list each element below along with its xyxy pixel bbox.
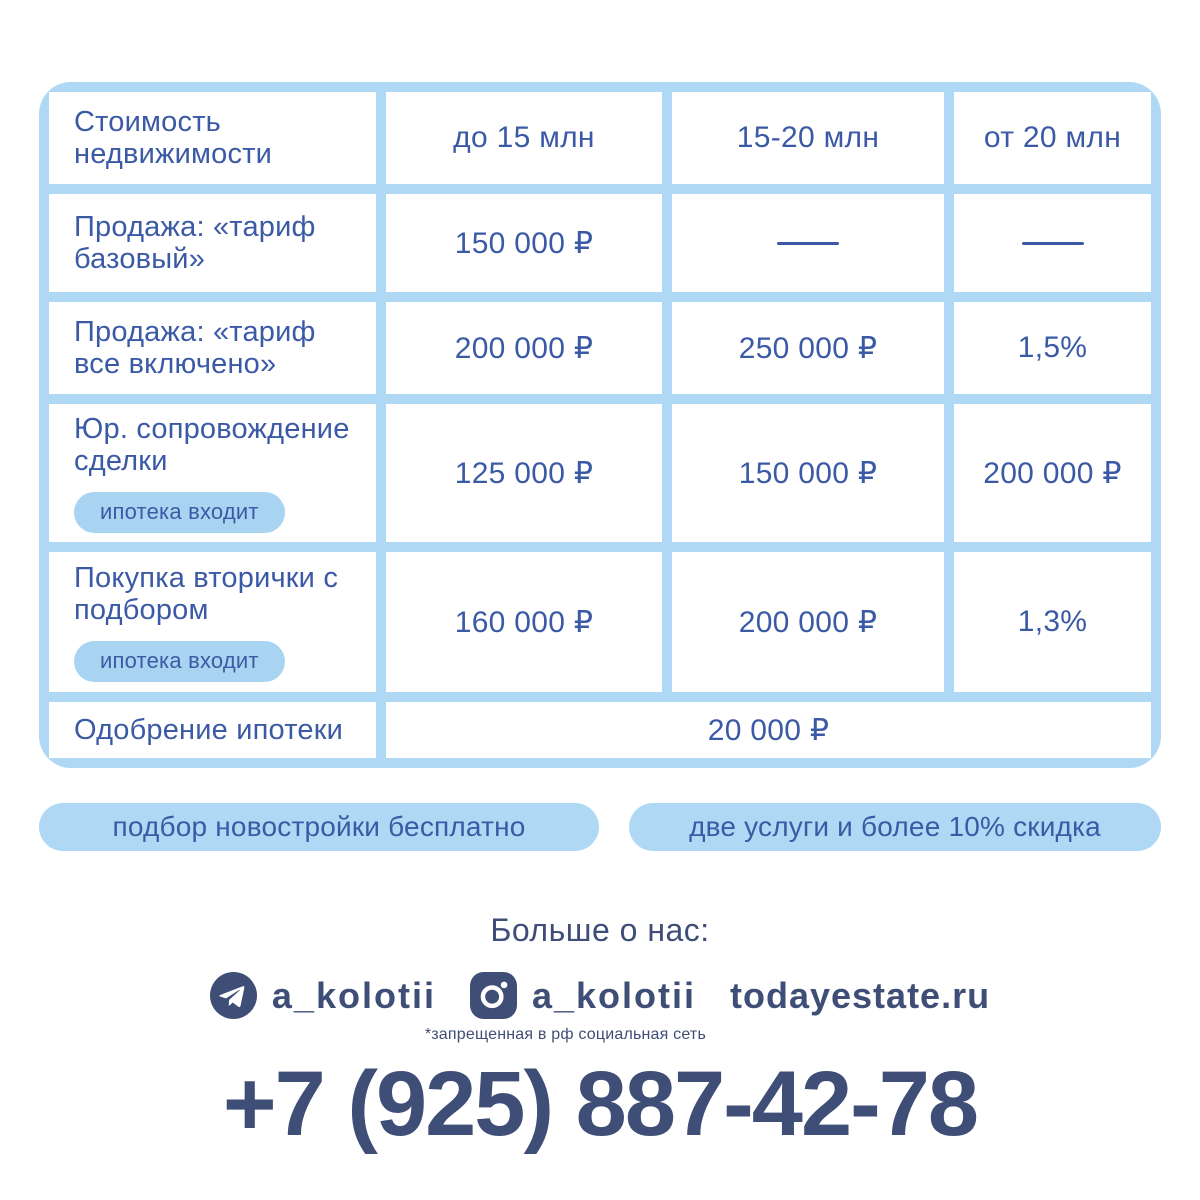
row-legal-support-price-1 (386, 404, 662, 542)
header-col-from-20m (954, 92, 1151, 184)
free-newbuild-selection-pill (39, 803, 599, 851)
price-value: 1,3% (1017, 605, 1088, 638)
pill-label: две услуги и более 10% скидка (689, 811, 1101, 842)
header-col-label: от 20 млн (983, 121, 1122, 154)
pill-label: подбор новостройки бесплатно (112, 811, 526, 842)
no-price-dash (1022, 242, 1084, 245)
row-sale-basic-price-2 (672, 194, 944, 292)
row-label: Покупка вторички с подбором (74, 561, 339, 626)
price-value: 200 000 ₽ (738, 605, 878, 639)
telegram-icon (210, 972, 257, 1019)
row-sale-all-inclusive-price-1 (386, 302, 662, 394)
row-secondary-purchase-price-1 (386, 552, 662, 692)
instagram-link[interactable] (424, 972, 706, 1043)
mortgage-included-badge: ипотека входит (74, 492, 285, 533)
row-sale-all-inclusive-label-cell (49, 302, 376, 394)
promo-pills-row (39, 803, 1161, 851)
telegram-handle: a_kolotii (271, 974, 436, 1016)
row-legal-support-label-cell (49, 404, 376, 542)
row-sale-all-inclusive-price-3 (954, 302, 1151, 394)
phone-number[interactable]: +7 (925) 887-42-78 (222, 1053, 978, 1155)
row-secondary-purchase-label-cell (49, 552, 376, 692)
header-property-cost-label: Стоимость недвижимости (74, 105, 273, 170)
instagram-banned-note: *запрещенная в рф социальная сеть (424, 1026, 706, 1043)
price-value: 150 000 ₽ (738, 456, 878, 490)
row-sale-all-inclusive-price-2 (672, 302, 944, 394)
header-col-15-20m (672, 92, 944, 184)
price-value: 1,5% (1017, 331, 1088, 364)
website-link[interactable]: todayestate.ru (730, 974, 991, 1016)
price-value: 200 000 ₽ (454, 331, 594, 365)
mortgage-included-badge: ипотека входит (74, 641, 285, 682)
row-sale-basic-price-3 (954, 194, 1151, 292)
header-property-cost-cell (49, 92, 376, 184)
bundle-discount-pill (629, 803, 1161, 851)
row-sale-basic-label-cell (49, 194, 376, 292)
row-legal-support-price-2 (672, 404, 944, 542)
no-price-dash (777, 242, 839, 245)
more-about-us-title: Больше о нас: (490, 912, 710, 948)
price-value: 20 000 ₽ (707, 713, 830, 747)
header-col-up-to-15m (386, 92, 662, 184)
row-label: Продажа: «тариф все включено» (74, 315, 316, 380)
price-value: 200 000 ₽ (983, 456, 1122, 490)
row-label: Одобрение ипотеки (74, 713, 344, 746)
price-value: 125 000 ₽ (454, 456, 594, 490)
row-label: Продажа: «тариф базовый» (74, 210, 316, 275)
pricing-table (39, 82, 1161, 768)
price-value: 250 000 ₽ (738, 331, 878, 365)
row-mortgage-approval-price (386, 702, 1151, 758)
instagram-handle: a_kolotii (531, 974, 696, 1016)
row-secondary-purchase-price-3 (954, 552, 1151, 692)
row-sale-basic-price-1 (386, 194, 662, 292)
header-col-label: до 15 млн (453, 121, 595, 154)
row-label: Юр. сопровождение сделки (74, 412, 350, 477)
row-secondary-purchase-price-2 (672, 552, 944, 692)
instagram-icon (470, 972, 517, 1019)
social-links-row (0, 972, 1200, 1043)
price-value: 150 000 ₽ (454, 226, 594, 260)
telegram-link[interactable] (210, 972, 436, 1019)
price-value: 160 000 ₽ (454, 605, 594, 639)
row-legal-support-price-3 (954, 404, 1151, 542)
row-mortgage-approval-label-cell (49, 702, 376, 758)
header-col-label: 15-20 млн (736, 121, 880, 154)
